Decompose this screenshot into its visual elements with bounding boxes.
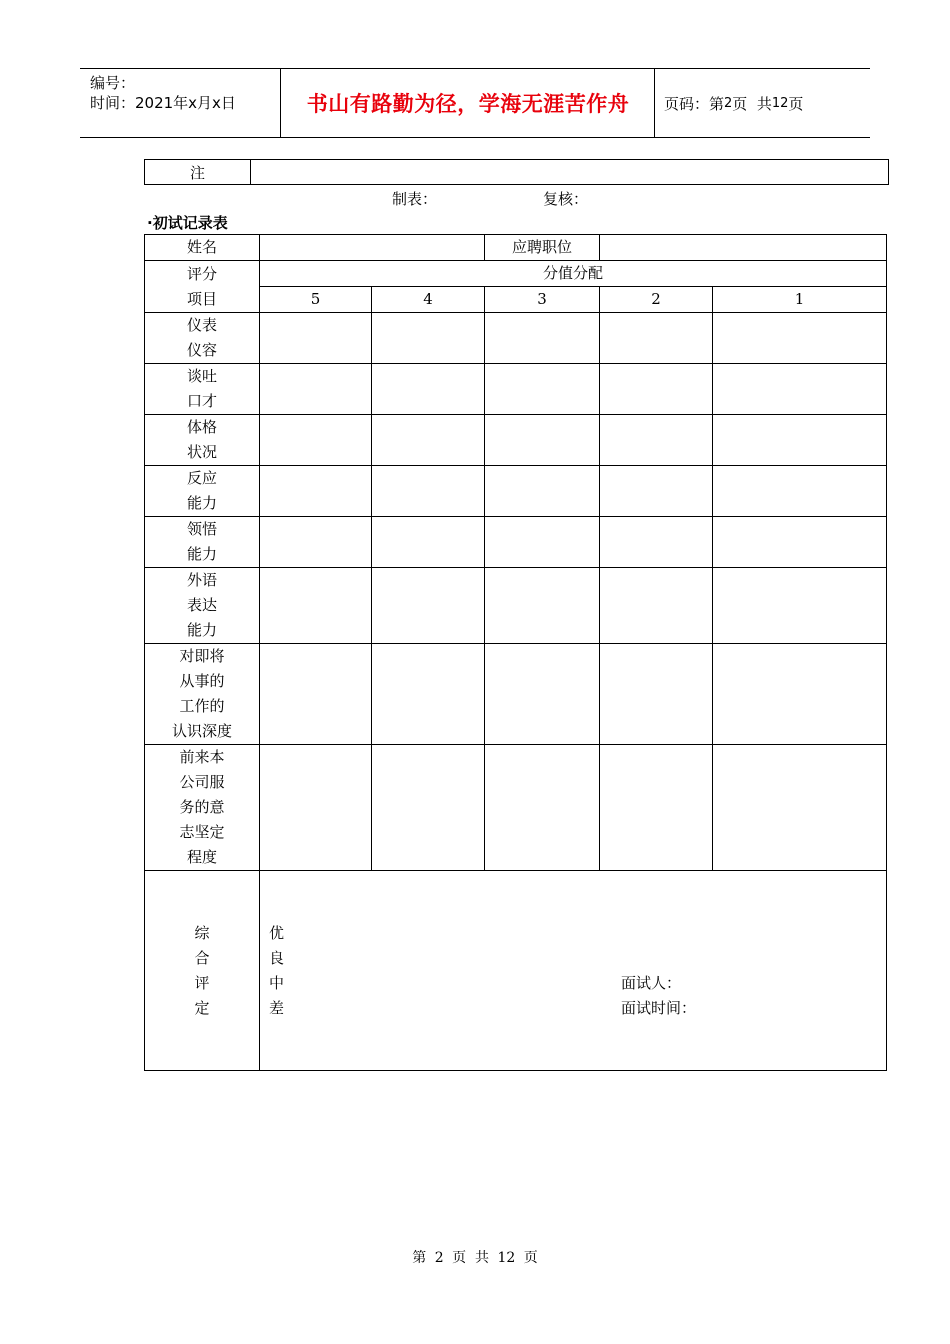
score-cell[interactable] xyxy=(372,364,485,415)
score-cell[interactable] xyxy=(260,364,372,415)
name-label: 姓名 xyxy=(145,235,260,261)
score-cell[interactable] xyxy=(372,313,485,364)
score-cell[interactable] xyxy=(372,415,485,466)
score-cell[interactable] xyxy=(713,644,887,745)
score-cell[interactable] xyxy=(600,466,713,517)
score-cell[interactable] xyxy=(485,644,600,745)
score-cell[interactable] xyxy=(600,364,713,415)
score-column-2: 2 xyxy=(600,287,713,313)
score-cell[interactable] xyxy=(713,568,887,644)
category-label: 对即将 从事的 工作的 认识深度 xyxy=(145,644,260,745)
section-title: ·初试记录表 xyxy=(147,214,228,232)
table-row xyxy=(145,517,887,568)
score-cell[interactable] xyxy=(260,415,372,466)
score-cell[interactable] xyxy=(600,745,713,871)
score-cell[interactable] xyxy=(372,644,485,745)
score-cell[interactable] xyxy=(713,517,887,568)
score-cell[interactable] xyxy=(713,466,887,517)
score-cell[interactable] xyxy=(600,415,713,466)
table-row xyxy=(145,313,887,364)
score-cell[interactable] xyxy=(713,745,887,871)
summary-row xyxy=(145,871,887,1071)
score-item-label: 评分 项目 xyxy=(145,261,260,313)
page-total: 12 xyxy=(771,95,789,111)
footer-page: 2 xyxy=(434,1250,444,1266)
checked-by-label: 复核： xyxy=(543,190,589,208)
category-label: 前来本 公司服 务的意 志坚定 程度 xyxy=(145,745,260,871)
table-row xyxy=(145,466,887,517)
score-cell[interactable] xyxy=(713,313,887,364)
score-allocation-label: 分值分配 xyxy=(260,261,887,287)
score-cell[interactable] xyxy=(260,517,372,568)
score-cell[interactable] xyxy=(260,313,372,364)
summary-label: 综 合 评 定 xyxy=(145,871,260,1071)
position-label: 应聘职位 xyxy=(485,235,600,261)
score-cell[interactable] xyxy=(260,568,372,644)
grade-options: 优 良 中 差 xyxy=(269,924,285,1017)
score-column-1: 1 xyxy=(713,287,887,313)
score-cell[interactable] xyxy=(485,517,600,568)
made-by-label: 制表： xyxy=(392,190,438,208)
score-cell[interactable] xyxy=(600,568,713,644)
score-cell[interactable] xyxy=(372,466,485,517)
remark-label: 注 xyxy=(145,160,251,185)
score-cell[interactable] xyxy=(260,745,372,871)
score-column-4: 4 xyxy=(372,287,485,313)
score-cell[interactable] xyxy=(713,415,887,466)
position-field[interactable] xyxy=(600,235,887,261)
footer-prefix: 第 xyxy=(412,1250,427,1266)
interview-record-table xyxy=(144,234,887,1071)
category-label: 仪表 仪容 xyxy=(145,313,260,364)
score-cell[interactable] xyxy=(600,313,713,364)
category-label: 体格 状况 xyxy=(145,415,260,466)
score-cell[interactable] xyxy=(485,466,600,517)
category-label: 外语 表达 能力 xyxy=(145,568,260,644)
score-cell[interactable] xyxy=(600,644,713,745)
table-row xyxy=(145,568,887,644)
summary-field[interactable] xyxy=(260,871,887,1071)
score-cell[interactable] xyxy=(485,364,600,415)
document-header xyxy=(80,68,870,138)
score-column-5: 5 xyxy=(260,287,372,313)
score-cell[interactable] xyxy=(713,364,887,415)
table-row xyxy=(145,644,887,745)
table-row xyxy=(145,364,887,415)
page-footer xyxy=(0,1247,950,1267)
table-row xyxy=(145,745,887,871)
score-cell[interactable] xyxy=(485,313,600,364)
score-cell[interactable] xyxy=(485,745,600,871)
category-label: 领悟 能力 xyxy=(145,517,260,568)
score-cell[interactable] xyxy=(485,568,600,644)
footer-mid: 页 共 xyxy=(452,1250,489,1266)
table-row xyxy=(145,415,887,466)
score-cell[interactable] xyxy=(372,517,485,568)
score-cell[interactable] xyxy=(485,415,600,466)
page-mid: 页 共 xyxy=(732,94,772,113)
score-cell[interactable] xyxy=(600,517,713,568)
remark-table xyxy=(144,159,889,185)
page-suffix: 页 xyxy=(788,94,804,113)
footer-total: 12 xyxy=(497,1250,516,1266)
score-column-3: 3 xyxy=(485,287,600,313)
number-label: 编号： xyxy=(90,74,136,92)
name-field[interactable] xyxy=(260,235,485,261)
interviewer-info: 面试人： 面试时间： xyxy=(621,974,697,1017)
remark-field[interactable] xyxy=(251,160,889,185)
category-label: 反应 能力 xyxy=(145,466,260,517)
category-label: 谈吐 口才 xyxy=(145,364,260,415)
footer-suffix: 页 xyxy=(523,1250,538,1266)
score-cell[interactable] xyxy=(260,466,372,517)
score-cell[interactable] xyxy=(372,568,485,644)
header-motto xyxy=(282,69,655,137)
motto-text: 书山有路勤为径，学海无涯苦作舟 xyxy=(306,92,630,116)
header-meta xyxy=(80,69,281,137)
page-number: 2 xyxy=(724,95,733,111)
score-cell[interactable] xyxy=(372,745,485,871)
time-label: 时间：2021年x月x日 xyxy=(90,94,236,112)
header-page-info xyxy=(655,69,870,137)
score-cell[interactable] xyxy=(260,644,372,745)
page-prefix: 页码：第 xyxy=(664,94,725,113)
